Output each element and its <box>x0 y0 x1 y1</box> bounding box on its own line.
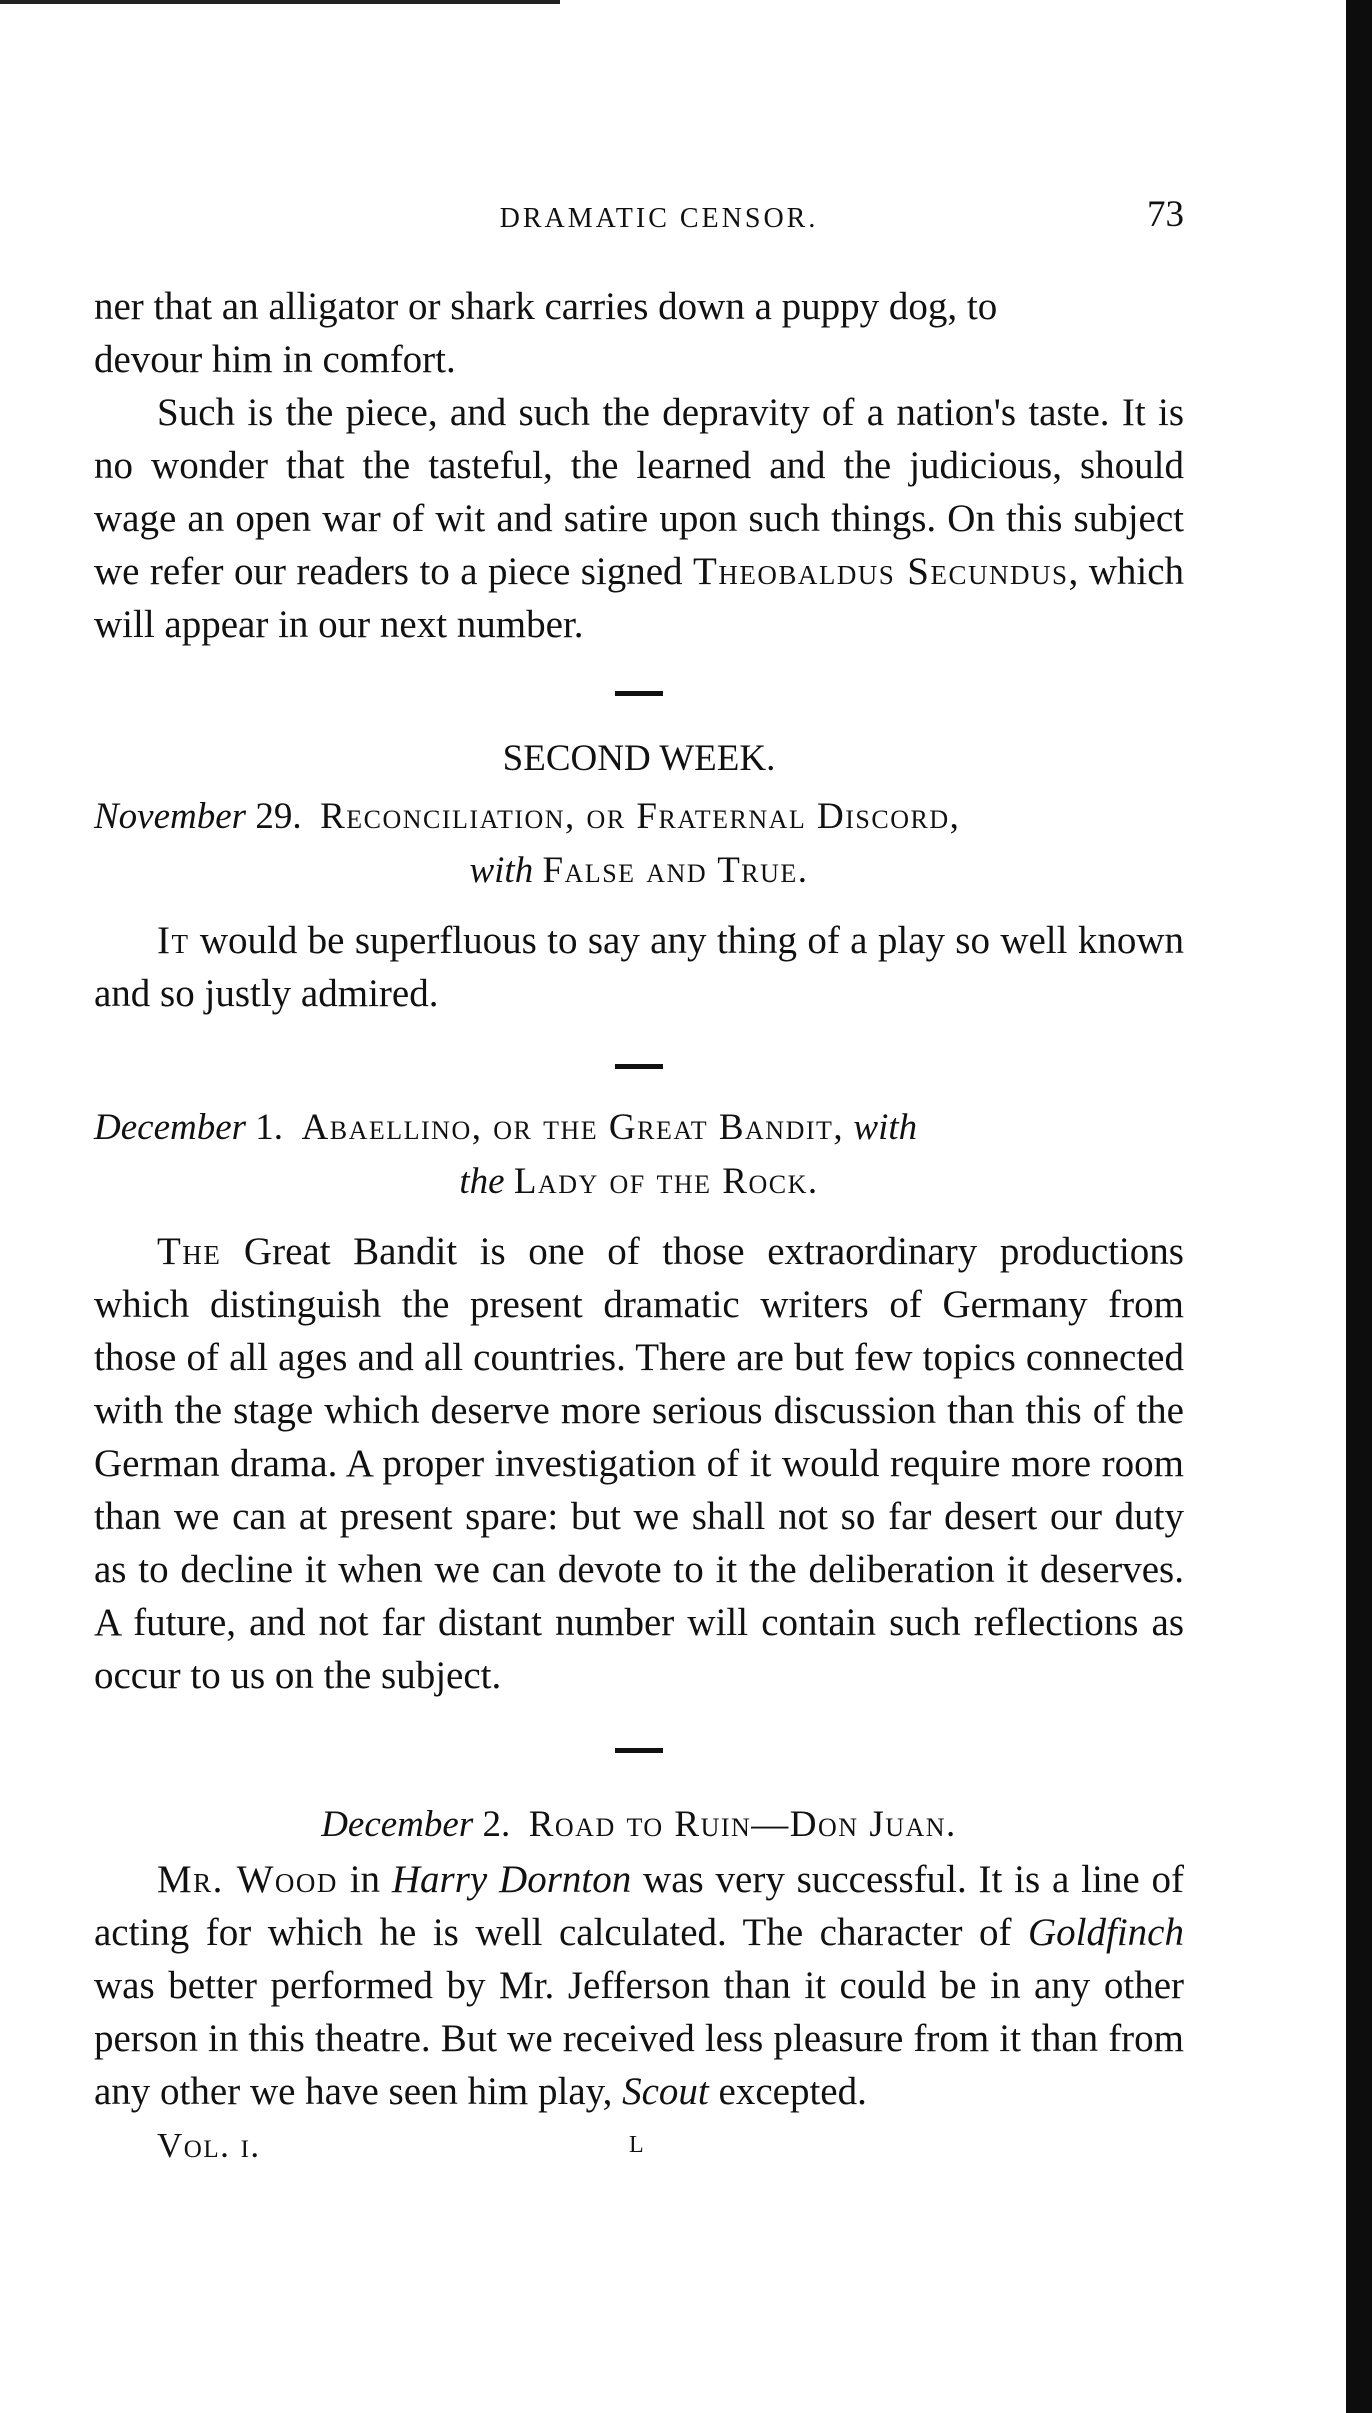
piece-text-before: Such is the piece, and such the depravity of a nation's taste. It is no wonder that the tasteful, the learned and the judicious, should wage an open war of wit and satire upon such things. On this subject we refer our readers to a piece signed <box>94 391 1184 593</box>
entry-the-word: the <box>459 1161 505 1202</box>
entry-play-title: Road to Ruin—Don Juan. <box>528 1804 957 1845</box>
entry-text: was better performed by Mr. Jefferson than it could be in any other person in this theatre. But we received less pleasure from it than from any other we have seen him play, <box>94 1964 1184 2113</box>
piece-paragraph <box>94 386 1184 651</box>
entry-date-month: December <box>321 1804 474 1845</box>
entry-rule <box>615 1748 663 1753</box>
section-rule <box>615 691 663 696</box>
entry-lead-word: Mr. Wood <box>157 1858 338 1901</box>
entry-date-month: November <box>94 796 247 837</box>
scan-edge <box>0 0 560 4</box>
entry-text: Great Bandit is one of those extraordinary productions which distinguish the present dramatic writers of Germany from those of all ages and all countries. There are but few topics connected with the stage which deserve more serious discussion than this of the German drama. A proper investigation of it would require more room than we can at present spare: but we shall not so far desert our duty as to decline it when we can devote to it the deliberation it deserves. A future, and not far distant number will contain such reflections as occur to us on the subject. <box>94 1230 1184 1697</box>
entry-afterpiece: False and True. <box>542 850 809 891</box>
entry-rule <box>615 1064 663 1069</box>
entry-with-word: with <box>469 850 534 891</box>
piece-text-after: , which will appear in our next number. <box>94 550 1184 646</box>
entry-with-word: with <box>853 1107 918 1148</box>
running-title: DRAMATIC CENSOR. <box>499 203 819 234</box>
entry-date-day: 1. <box>255 1107 284 1148</box>
entry-date-day: 29. <box>255 796 302 837</box>
continuation-line-1: ner that an alligator or shark carries down a puppy dog, to <box>94 285 998 328</box>
signature-mark: L <box>629 2132 646 2158</box>
entry-afterpiece: Lady of the Rock. <box>513 1161 819 1202</box>
book-edge <box>1346 0 1372 2413</box>
entry-play-title: Abaellino, or the Great Bandit, <box>301 1107 845 1148</box>
role-name: Harry Dornton <box>391 1858 632 1901</box>
continuation-paragraph <box>94 280 1184 386</box>
entry-heading-nov-29 <box>94 790 1184 898</box>
page-header <box>94 193 1184 243</box>
entry-lead-word: It <box>157 919 190 962</box>
entry-text: excepted. <box>708 2070 867 2113</box>
entry-paragraph <box>94 1853 1184 2118</box>
volume-label: Vol. i. <box>157 2126 261 2165</box>
role-name: Goldfinch <box>1028 1911 1184 1954</box>
entry-paragraph <box>94 1225 1184 1702</box>
page-number: 73 <box>1147 194 1184 235</box>
continuation-line-2: devour him in comfort. <box>94 338 456 381</box>
entry-text: would be superfluous to say any thing of a play so well known and so justly admired. <box>94 919 1184 1015</box>
role-name: Scout <box>622 2070 709 2113</box>
entry-play-title: Reconciliation, or Fraternal Discord, <box>320 796 961 837</box>
entry-date-month: December <box>94 1107 247 1148</box>
page-body <box>94 280 1184 2176</box>
entry-heading-dec-1 <box>94 1101 1184 1209</box>
entry-date-day: 2. <box>482 1804 511 1845</box>
signed-name: Theobaldus Secundus <box>693 550 1069 593</box>
entry-lead-word: The <box>157 1230 222 1273</box>
page-footer <box>157 2126 1184 2176</box>
entry-text: in <box>337 1858 392 1901</box>
section-heading: SECOND WEEK. <box>502 738 776 779</box>
entry-text: was very successful. It is a line of acting for which he is well calculated. The character of <box>94 1858 1184 1954</box>
entry-paragraph <box>94 914 1184 1020</box>
entry-heading-dec-2 <box>94 1797 1184 1853</box>
